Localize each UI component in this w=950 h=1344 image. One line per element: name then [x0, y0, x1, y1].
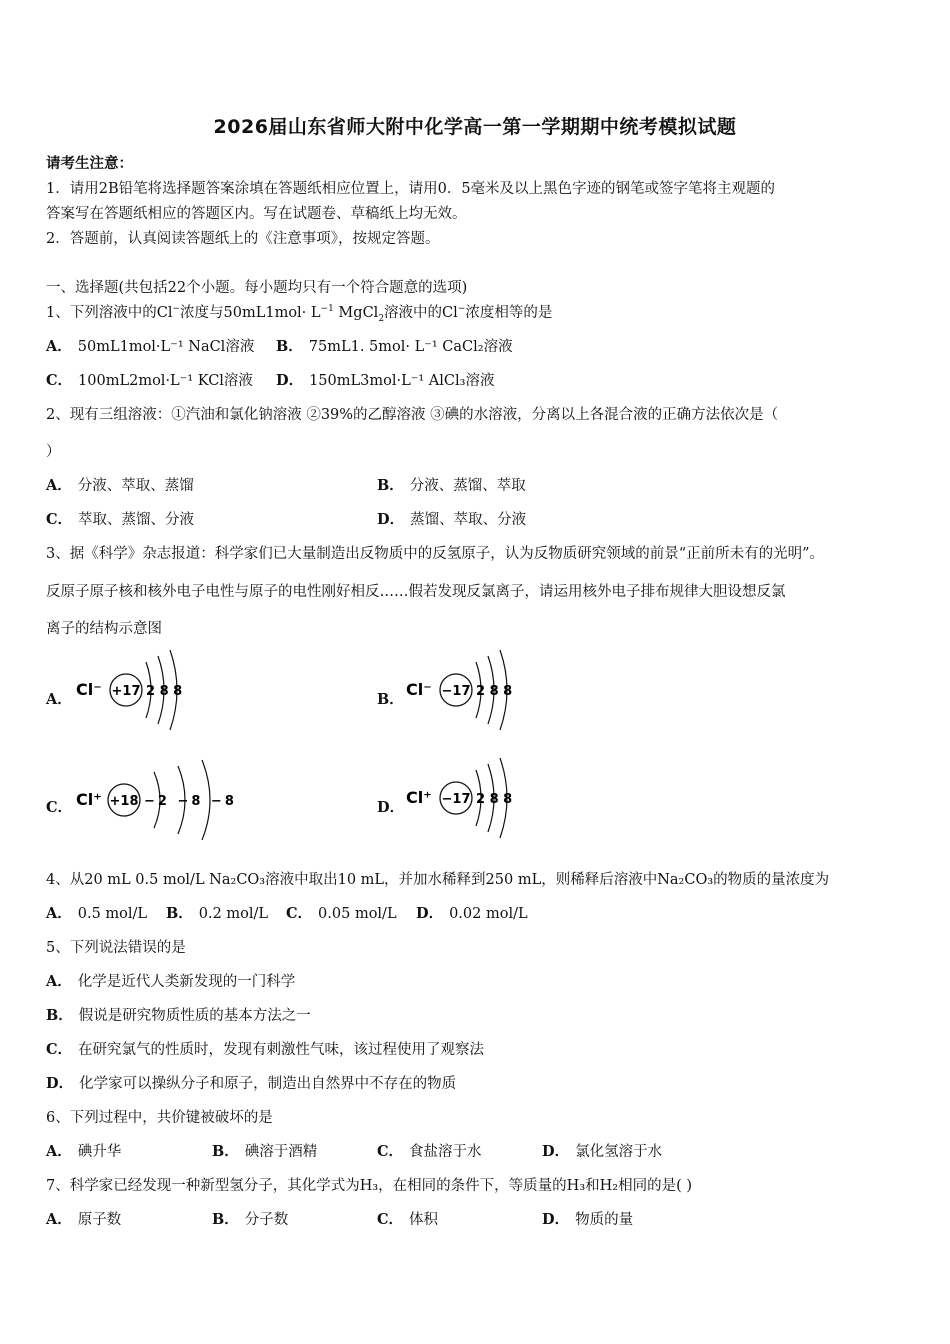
nucleus-charge: −17 [441, 684, 471, 699]
option-text: 0.2 mol/L [198, 906, 269, 922]
ion-symbol: Cl⁻ [406, 680, 432, 699]
q5-stem: 5、下列说法错误的是 [46, 940, 186, 956]
option-text: 0.5 mol/L [77, 906, 148, 922]
option-text: 0.05 mol/L [318, 906, 397, 922]
q1-stem-part: 浓度相等的是 [465, 305, 553, 321]
option-letter: C． [46, 511, 73, 528]
ion-symbol: Cl⁻ [76, 680, 102, 699]
q2-option-b[interactable] [377, 474, 526, 495]
q1-option-d[interactable] [276, 369, 494, 390]
option-letter: D． [542, 1143, 570, 1160]
shell-electrons: 2 8 8 [146, 684, 183, 699]
q3-option-b-diagram[interactable] [404, 648, 544, 732]
nucleus-charge: +17 [111, 684, 141, 699]
q4-stem: 4、从20 mL 0.5 mol/L Na₂CO₃溶液中取出10 mL，并加水稀释到250 mL，则稀释后溶液中Na₂CO₃的物质的量浓度为 [46, 872, 830, 888]
option-text: 在研究氯气的性质时，发现有刺激性气味，该过程使用了观察法 [78, 1042, 485, 1058]
q2-option-c[interactable] [46, 508, 194, 529]
option-letter: A． [46, 338, 72, 355]
option-letter: D． [416, 905, 444, 922]
q2-stem-end: ） [46, 444, 61, 460]
notice-item-1a: 1．请用2B铅笔将选择题答案涂填在答题纸相应位置上，请用0．5毫米及以上黑色字迹的钢笔或签字笔将主观题的 [46, 181, 776, 197]
notice-item-1b: 答案写在答题纸相应的答题区内。写在试题卷、草稿纸上均无效。 [46, 206, 467, 222]
q1-stem [46, 301, 552, 324]
q7-option-b[interactable] [212, 1208, 288, 1229]
q3-option-a-diagram[interactable] [74, 648, 214, 732]
option-text: 0.02 mol/L [449, 906, 528, 922]
atom-structure-icon [404, 752, 544, 840]
q4-option-b[interactable] [166, 902, 268, 923]
q1-option-a[interactable] [46, 335, 254, 356]
option-letter: A． [46, 905, 72, 922]
page-title: 2026届山东省师大附中化学高一第一学期期中统考模拟试题 [213, 116, 737, 138]
q6-option-a[interactable] [46, 1140, 121, 1161]
atom-structure-icon [404, 648, 544, 732]
atom-structure-icon [74, 756, 244, 840]
option-letter: B． [377, 477, 404, 494]
q3-stem-c: 离子的结构示意图 [46, 621, 162, 637]
option-text: 氯化氢溶于水 [575, 1144, 663, 1160]
q7-option-c[interactable] [377, 1208, 438, 1229]
q6-option-b[interactable] [212, 1140, 317, 1161]
option-letter: A． [46, 1143, 72, 1160]
nucleus-charge: −17 [441, 792, 471, 807]
ion-symbol: Cl⁺ [406, 788, 432, 807]
q6-stem: 6、下列过程中，共价键被破坏的是 [46, 1110, 273, 1126]
option-text: 食盐溶于水 [409, 1144, 482, 1160]
nucleus-charge: +18 [109, 794, 139, 809]
q1-stem-part: MgCl [333, 305, 379, 321]
q1-sup: − [172, 304, 181, 315]
option-letter: C． [46, 1041, 73, 1058]
q3-option-c-diagram[interactable] [74, 756, 244, 840]
option-letter: D． [46, 1075, 74, 1092]
q7-stem: 7、科学家已经发现一种新型氢分子，其化学式为H₃，在相同的条件下，等质量的H₃和H₂相同的是( ) [46, 1178, 693, 1194]
option-text: 体积 [409, 1212, 439, 1228]
option-letter: A． [46, 477, 72, 494]
option-letter: A． [46, 1211, 72, 1228]
shell-electrons: 2 8 8 [476, 684, 513, 699]
option-text: 物质的量 [575, 1212, 634, 1228]
option-letter: B． [276, 338, 303, 355]
option-text: 碘溶于酒精 [244, 1144, 318, 1160]
option-text: 假说是研究物质性质的基本方法之一 [78, 1008, 311, 1024]
q2-option-a[interactable] [46, 474, 194, 495]
q1-sup: − [457, 304, 466, 315]
q6-option-d[interactable] [542, 1140, 662, 1161]
q1-sub: 2 [378, 313, 385, 324]
option-text: 150mL3mol·L⁻¹ AlCl₃溶液 [309, 373, 495, 389]
shell-electrons: −2 −8 −8 [144, 794, 237, 809]
q2-option-d[interactable] [377, 508, 526, 529]
option-text: 分液、萃取、蒸馏 [77, 478, 194, 494]
section-heading: 一、选择题(共包括22个小题。每小题均只有一个符合题意的选项) [46, 280, 468, 296]
option-letter: B． [212, 1211, 239, 1228]
option-letter: C． [377, 1211, 404, 1228]
option-letter: D． [542, 1211, 570, 1228]
q5-option-c[interactable] [46, 1038, 484, 1059]
q1-option-c[interactable] [46, 369, 253, 390]
atom-structure-icon [74, 648, 214, 732]
option-letter: D． [276, 372, 304, 389]
option-letter: B． [166, 905, 193, 922]
option-text: 原子数 [77, 1212, 122, 1228]
q4-option-c[interactable] [286, 902, 397, 923]
option-letter: C． [377, 1143, 404, 1160]
option-letter: A． [46, 973, 72, 990]
option-letter: B． [46, 1007, 73, 1024]
q4-option-a[interactable] [46, 902, 147, 923]
q1-option-b[interactable] [276, 335, 513, 356]
q1-stem-part: 溶液中的Cl [384, 305, 458, 321]
notice-item-2: 2．答题前，认真阅读答题纸上的《注意事项》，按规定答题。 [46, 231, 440, 247]
q4-option-d[interactable] [416, 902, 528, 923]
q1-stem-part: 1、下列溶液中的Cl [46, 305, 173, 321]
option-text: 化学家可以操纵分子和原子，制造出自然界中不存在的物质 [79, 1076, 457, 1092]
q3-option-a-label[interactable]: A． [46, 691, 72, 708]
q5-option-d[interactable] [46, 1072, 456, 1093]
notice-heading: 请考生注意： [46, 155, 133, 172]
q3-option-c-label[interactable]: C． [46, 799, 73, 816]
q3-stem-b: 反原子原子核和核外电子电性与原子的电性刚好相反……假若发现反氯离子，请运用核外电子排布规律大胆设想反氯 [46, 584, 786, 600]
option-letter: C． [46, 372, 73, 389]
option-text: 100mL2mol·L⁻¹ KCl溶液 [78, 373, 253, 389]
q5-option-a[interactable] [46, 970, 295, 991]
shell-electrons: 2 8 8 [476, 792, 513, 807]
option-text: 分子数 [244, 1212, 289, 1228]
q6-option-c[interactable] [377, 1140, 482, 1161]
option-letter: B． [212, 1143, 239, 1160]
q2-stem: 2、现有三组溶液：①汽油和氯化钠溶液 ②39%的乙醇溶液 ③碘的水溶液，分离以上各混合液的正确方法依次是（ [46, 407, 779, 423]
ion-symbol: Cl⁺ [76, 790, 102, 809]
q3-option-d-label[interactable]: D． [377, 799, 405, 816]
option-letter: C． [286, 905, 313, 922]
q3-option-b-label[interactable]: B． [377, 691, 404, 708]
q1-sup: −1 [320, 304, 334, 315]
q5-option-b[interactable] [46, 1004, 311, 1025]
option-text: 分液、蒸馏、萃取 [409, 478, 526, 494]
option-text: 化学是近代人类新发现的一门科学 [77, 974, 296, 990]
option-text: 75mL1. 5mol· L⁻¹ CaCl₂溶液 [308, 339, 513, 355]
option-letter: D． [377, 511, 405, 528]
option-text: 萃取、蒸馏、分液 [78, 512, 195, 528]
q3-stem-a: 3、据《科学》杂志报道：科学家们已大量制造出反物质中的反氢原子，认为反物质研究领域的前景“正前所未有的光明”。 [46, 546, 825, 562]
option-text: 碘升华 [77, 1144, 122, 1160]
option-text: 蒸馏、萃取、分液 [410, 512, 527, 528]
q3-option-d-diagram[interactable] [404, 752, 544, 840]
q7-option-a[interactable] [46, 1208, 121, 1229]
q7-option-d[interactable] [542, 1208, 633, 1229]
option-text: 50mL1mol·L⁻¹ NaCl溶液 [77, 339, 255, 355]
q1-stem-part: 浓度与50mL1mol· L [180, 305, 321, 321]
